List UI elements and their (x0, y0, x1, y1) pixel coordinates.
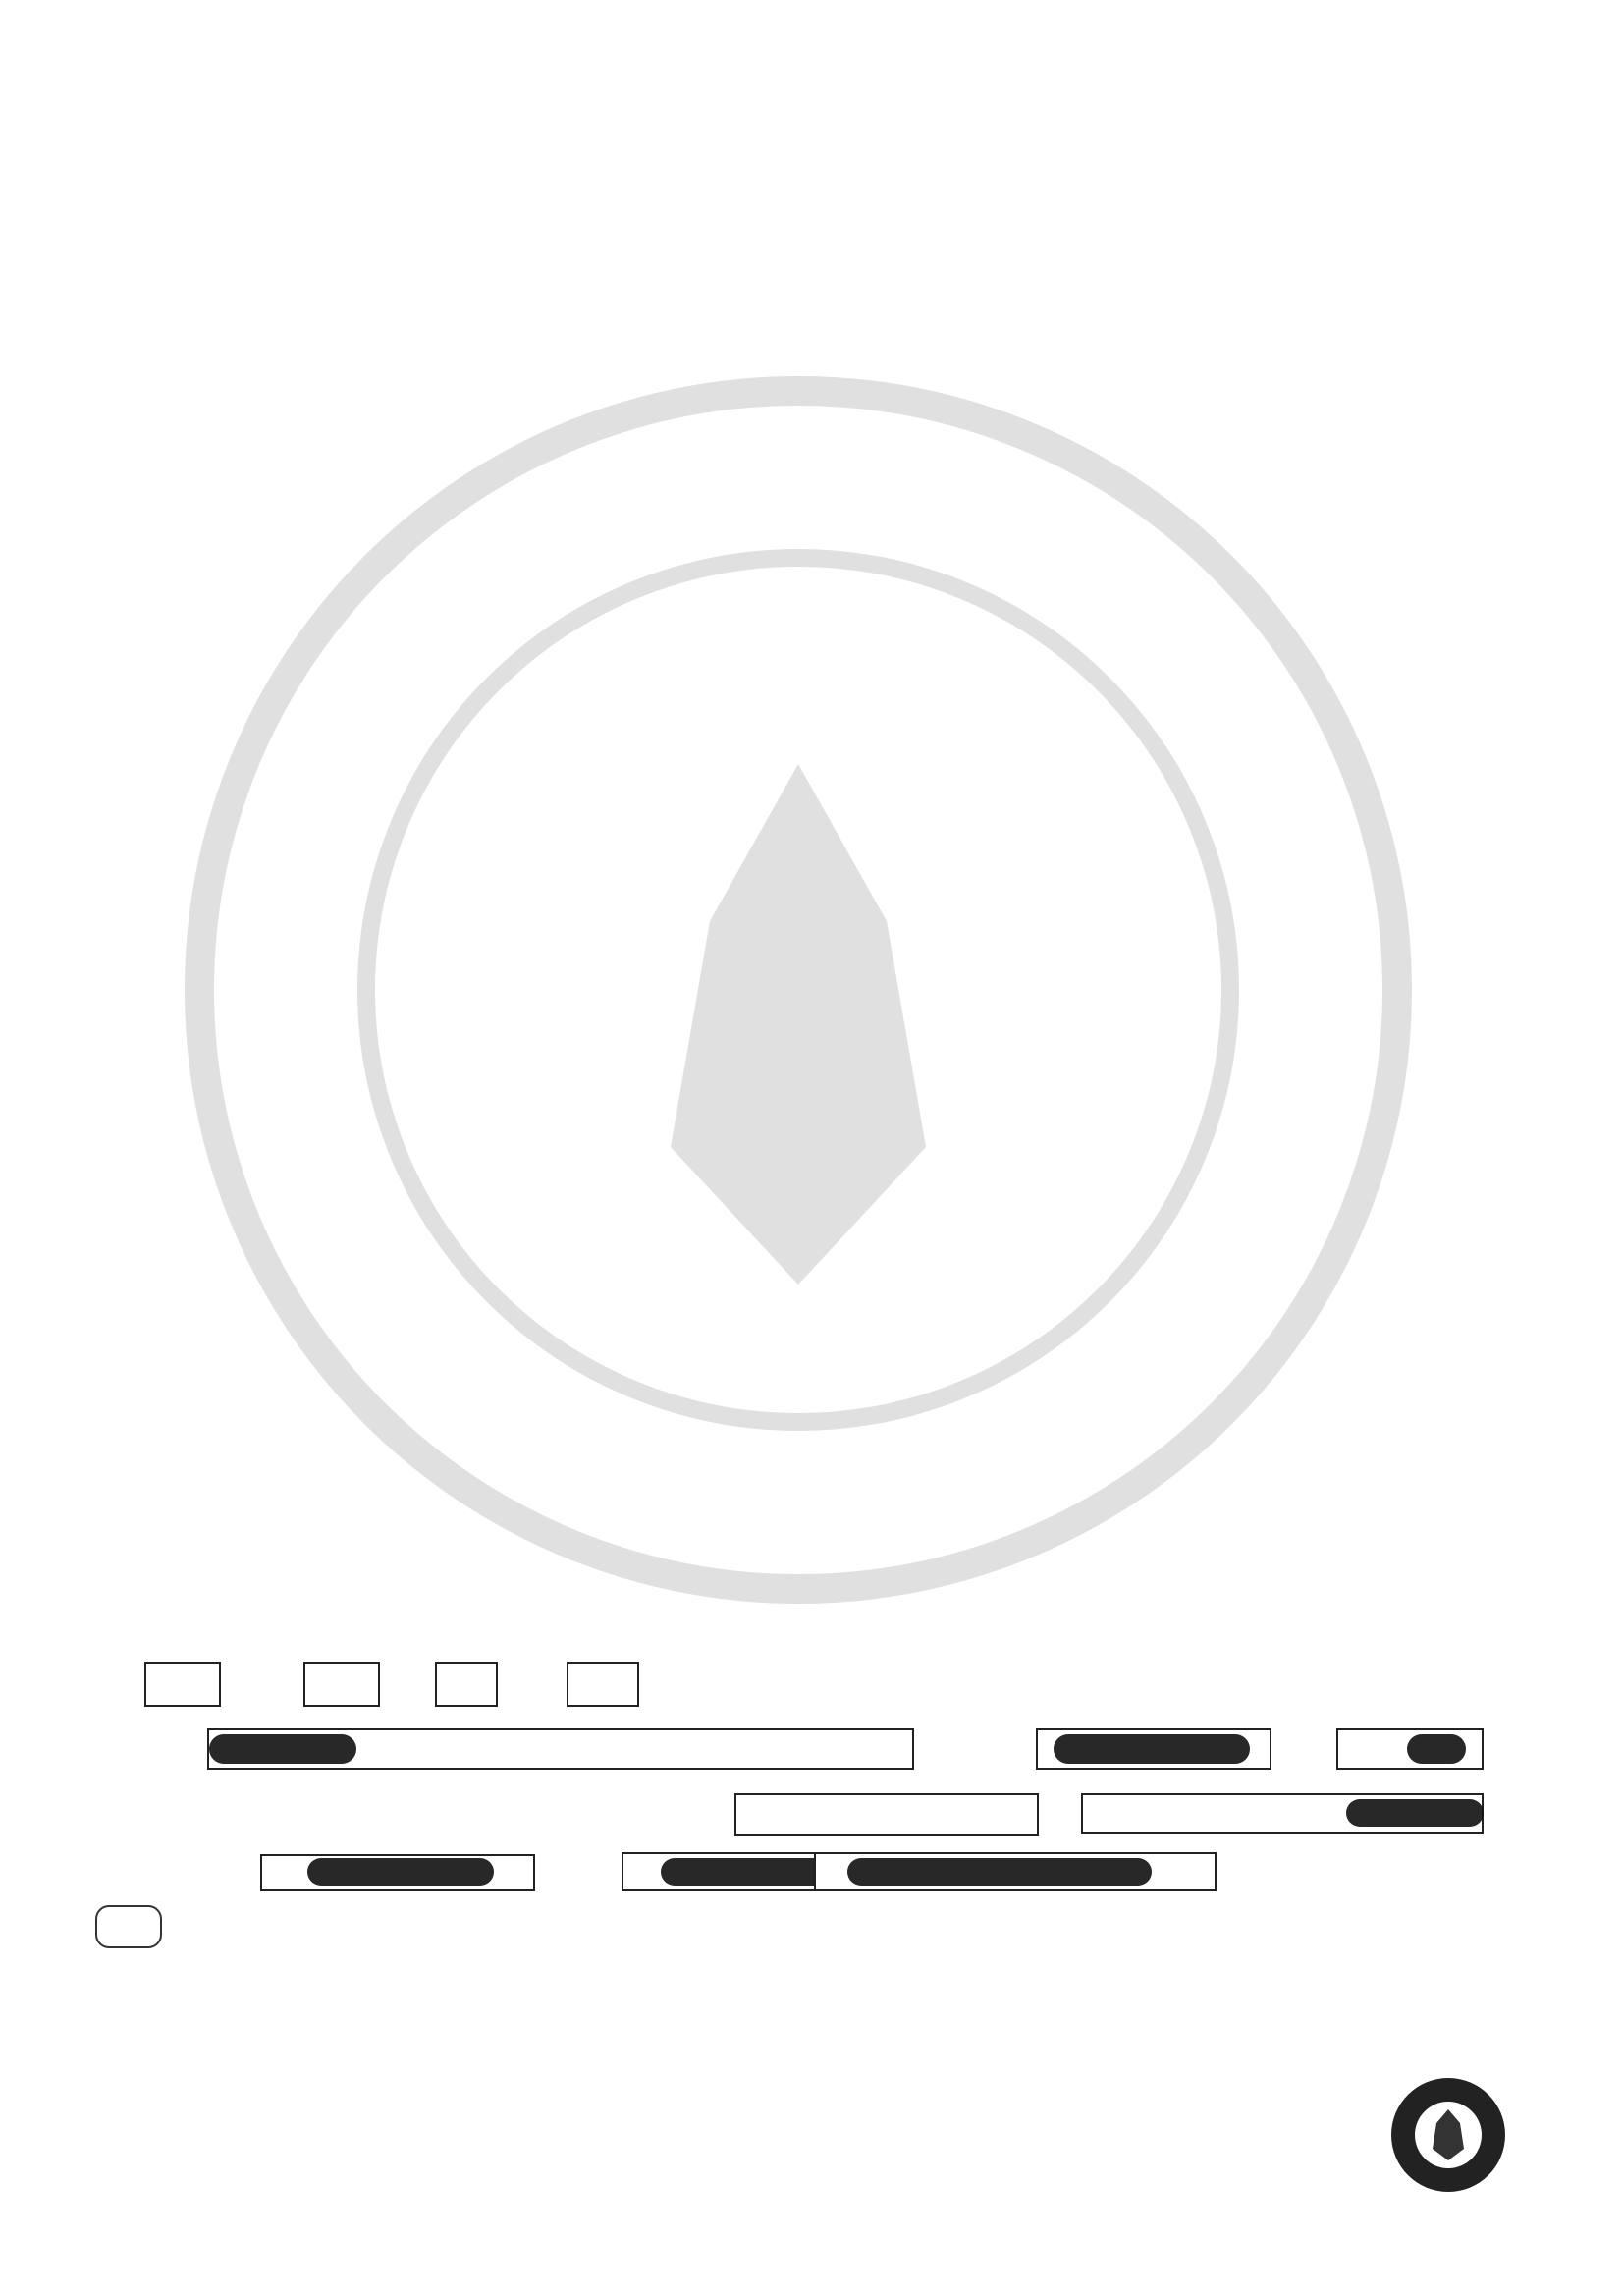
redaction-mark (209, 1734, 356, 1764)
ap-field[interactable] (567, 1662, 639, 1707)
watermark-seal (180, 371, 1417, 1609)
redaction-mark (847, 1858, 1152, 1886)
redaction-mark (1054, 1734, 1250, 1764)
bloc-field[interactable] (144, 1662, 221, 1707)
ministry-emblem (1389, 2076, 1507, 2194)
sc-field[interactable] (303, 1662, 380, 1707)
redaction-mark (1407, 1734, 1466, 1764)
redaction-mark (661, 1858, 828, 1886)
judet-field[interactable] (734, 1793, 1039, 1836)
et-field[interactable] (435, 1662, 498, 1707)
page-badge (95, 1905, 162, 1948)
redaction-mark (1346, 1799, 1484, 1827)
redaction-mark (307, 1858, 494, 1886)
